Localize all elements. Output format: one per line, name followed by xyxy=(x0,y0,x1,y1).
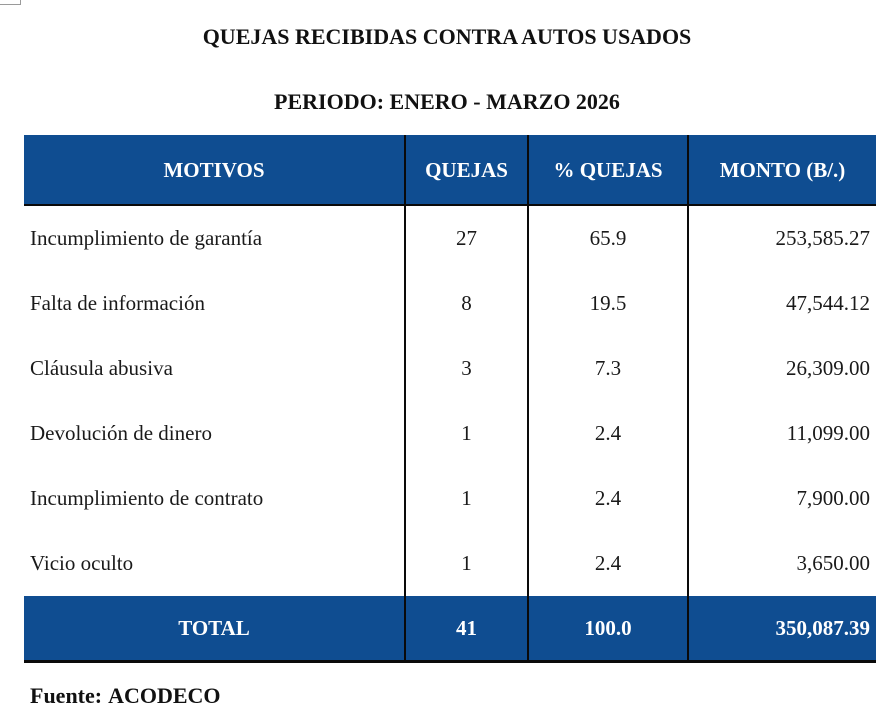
page-subtitle: PERIODO: ENERO - MARZO 2026 xyxy=(274,89,620,114)
cell-motivo: Vicio oculto xyxy=(24,531,405,596)
cell-quejas: 1 xyxy=(405,466,528,531)
complaints-table xyxy=(24,135,876,663)
cell-monto: 7,900.00 xyxy=(688,466,876,531)
cell-monto: 11,099.00 xyxy=(688,401,876,466)
table-header xyxy=(24,136,876,205)
header-motivos: MOTIVOS xyxy=(24,136,405,205)
table-row xyxy=(24,531,876,596)
total-quejas: 41 xyxy=(405,596,528,662)
corner-mark xyxy=(0,0,21,5)
cell-motivo: Falta de información xyxy=(24,271,405,336)
total-label: TOTAL xyxy=(24,596,405,662)
cell-monto: 26,309.00 xyxy=(688,336,876,401)
header-monto: MONTO (B/.) xyxy=(688,136,876,205)
cell-motivo: Cláusula abusiva xyxy=(24,336,405,401)
table-row xyxy=(24,271,876,336)
cell-porcentaje: 19.5 xyxy=(528,271,688,336)
header-row xyxy=(24,136,876,205)
cell-motivo: Incumplimiento de contrato xyxy=(24,466,405,531)
cell-quejas: 3 xyxy=(405,336,528,401)
source-label: Fuente: xyxy=(30,683,103,708)
table-row xyxy=(24,205,876,271)
table-footer xyxy=(24,596,876,662)
total-row xyxy=(24,596,876,662)
cell-porcentaje: 2.4 xyxy=(528,531,688,596)
cell-monto: 253,585.27 xyxy=(688,205,876,271)
cell-porcentaje: 7.3 xyxy=(528,336,688,401)
cell-porcentaje: 2.4 xyxy=(528,466,688,531)
cell-motivo: Incumplimiento de garantía xyxy=(24,205,405,271)
cell-quejas: 1 xyxy=(405,401,528,466)
total-porcentaje: 100.0 xyxy=(528,596,688,662)
cell-porcentaje: 65.9 xyxy=(528,205,688,271)
cell-monto: 47,544.12 xyxy=(688,271,876,336)
header-quejas: QUEJAS xyxy=(405,136,528,205)
cell-quejas: 8 xyxy=(405,271,528,336)
table-row xyxy=(24,336,876,401)
page-title: QUEJAS RECIBIDAS CONTRA AUTOS USADOS xyxy=(202,24,692,49)
cell-quejas: 27 xyxy=(405,205,528,271)
cell-monto: 3,650.00 xyxy=(688,531,876,596)
source-note xyxy=(30,683,221,709)
total-monto: 350,087.39 xyxy=(688,596,876,662)
table-row xyxy=(24,466,876,531)
table-row xyxy=(24,401,876,466)
source-value: ACODECO xyxy=(108,683,221,708)
table-body xyxy=(24,205,876,596)
cell-motivo: Devolución de dinero xyxy=(24,401,405,466)
cell-quejas: 1 xyxy=(405,531,528,596)
cell-porcentaje: 2.4 xyxy=(528,401,688,466)
header-porcentaje: % QUEJAS xyxy=(528,136,688,205)
